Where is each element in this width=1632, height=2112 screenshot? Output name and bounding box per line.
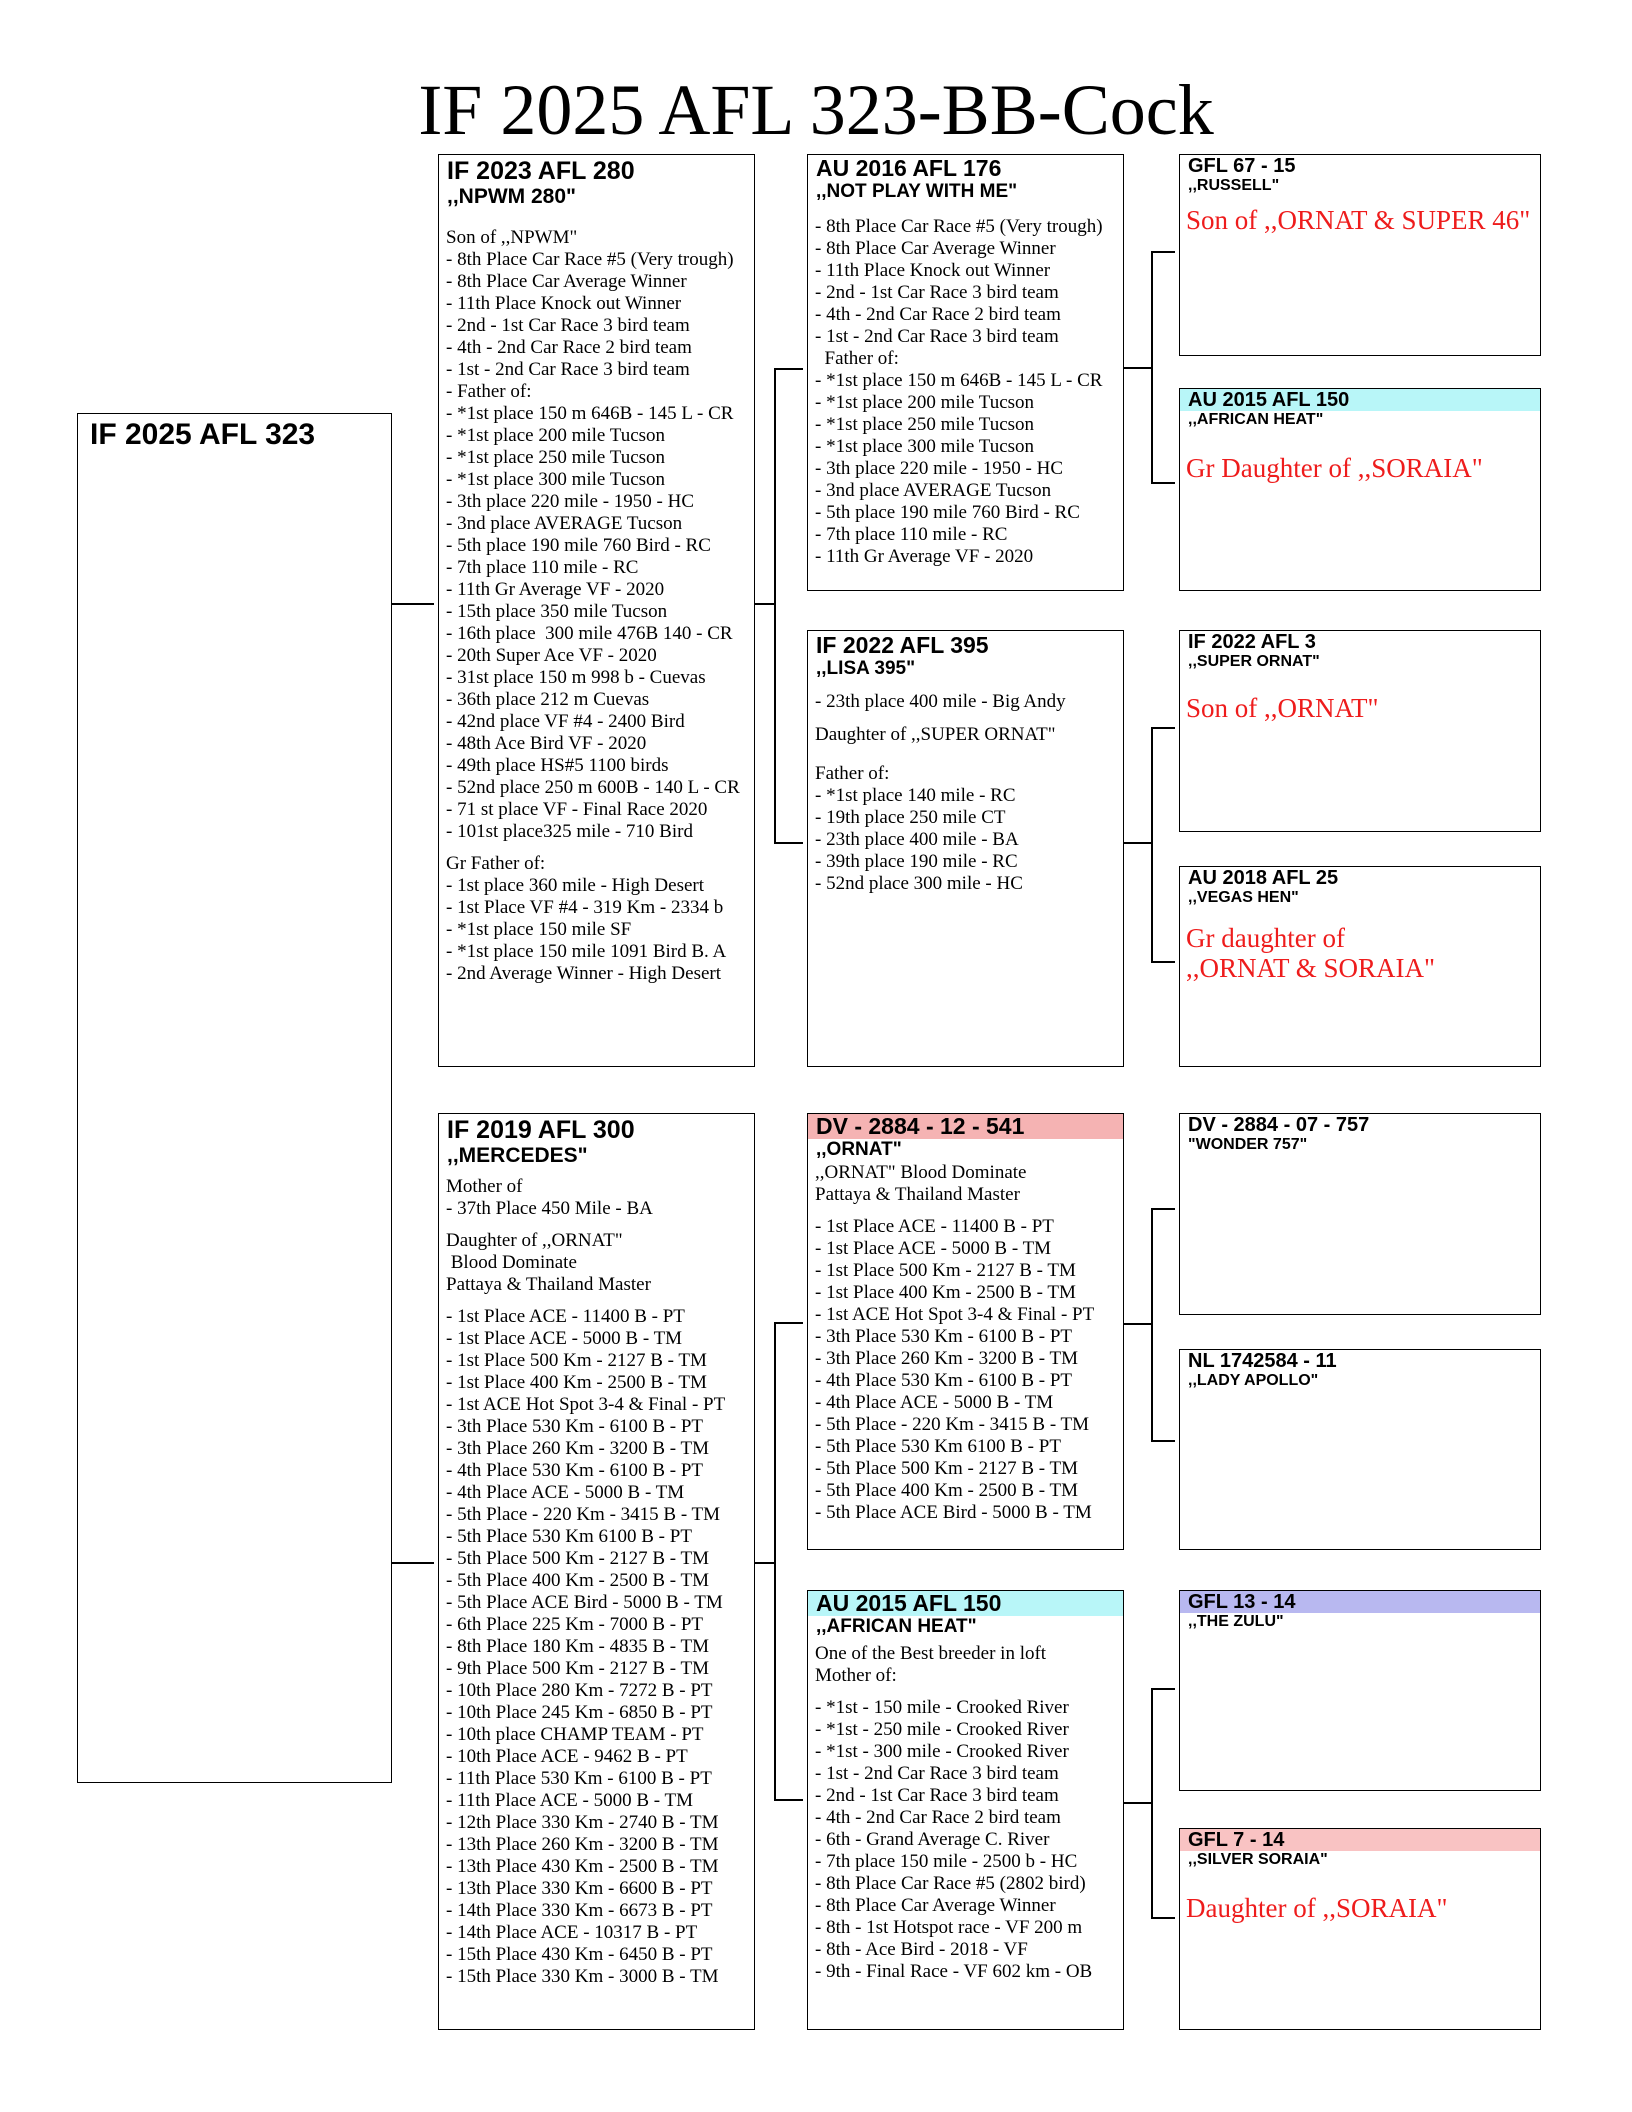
result-line: - 8th - Ace Bird - 2018 - VF xyxy=(815,1939,1028,1960)
sire-sire-ring: AU 2016 AFL 176 xyxy=(816,155,1002,181)
result-line: - 15th place 350 mile Tucson xyxy=(446,601,668,622)
result-line: - 5th Place 500 Km - 2127 B - TM xyxy=(446,1548,709,1569)
result-line: - 1st ACE Hot Spot 3-4 & Final - PT xyxy=(815,1304,1095,1325)
ancestor-box xyxy=(1179,1590,1541,1791)
dam-sire-box xyxy=(807,1113,1124,1550)
result-line: - 5th Place 500 Km - 2127 B - TM xyxy=(815,1458,1078,1479)
sire-sire-results xyxy=(815,216,1116,568)
dam-sire-results xyxy=(815,1216,1116,1524)
result-line: - 15th Place 330 Km - 3000 B - TM xyxy=(446,1966,719,1987)
result-line: - 10th Place 280 Km - 7272 B - PT xyxy=(446,1680,713,1701)
result-line: - 1st Place ACE - 5000 B - TM xyxy=(446,1328,683,1349)
result-line: - *1st place 300 mile Tucson xyxy=(815,436,1035,457)
connector-line xyxy=(1151,727,1175,729)
result-line: - 1st - 2nd Car Race 3 bird team xyxy=(815,1763,1059,1784)
result-line: - 36th place 212 m Cuevas xyxy=(446,689,650,710)
result-line: - 9th - Final Race - VF 602 km - OB xyxy=(815,1961,1093,1982)
sire-sire-name: ,,NOT PLAY WITH ME" xyxy=(816,181,1018,202)
result-line: - 10th Place ACE - 9462 B - PT xyxy=(446,1746,688,1767)
ancestor-ring: NL 1742584 - 11 xyxy=(1188,1350,1337,1372)
dam-sire-name: ,,ORNAT" xyxy=(816,1139,902,1160)
result-line: - 19th place 250 mile CT xyxy=(815,807,1006,828)
result-line: - *1st place 200 mile Tucson xyxy=(815,392,1035,413)
result-line: - 71 st place VF - Final Race 2020 xyxy=(446,799,708,820)
result-line: - 11th Gr Average VF - 2020 xyxy=(446,579,665,600)
result-line: - *1st place 140 mile - RC xyxy=(815,785,1016,806)
connector-line xyxy=(1151,1917,1175,1919)
ancestor-ring: GFL 7 - 14 xyxy=(1180,1829,1540,1851)
result-line: - 4th Place ACE - 5000 B - TM xyxy=(446,1482,685,1503)
result-line: - 1st Place VF #4 - 319 Km - 2334 b xyxy=(446,897,724,918)
connector-line xyxy=(1120,367,1152,369)
result-line: - 2nd - 1st Car Race 3 bird team xyxy=(815,1785,1059,1806)
ancestor-name: ,,LADY APOLLO" xyxy=(1188,1372,1319,1389)
connector-line xyxy=(774,1322,776,1801)
ancestor-note: Gr Daughter of ,,SORAIA" xyxy=(1186,453,1483,483)
result-line: - 42nd place VF #4 - 2400 Bird xyxy=(446,711,685,732)
connector-line xyxy=(774,1322,803,1324)
result-line: - 11th Place Knock out Winner xyxy=(446,293,682,314)
result-line: - 5th Place ACE Bird - 5000 B - TM xyxy=(446,1592,723,1613)
result-line: - 3th place 220 mile - 1950 - HC xyxy=(815,458,1064,479)
ancestor-ring: IF 2022 AFL 3 xyxy=(1188,631,1316,653)
result-line: - 1st Place 500 Km - 2127 B - TM xyxy=(446,1350,707,1371)
ancestor-box xyxy=(1179,630,1541,832)
result-line: - 4th Place ACE - 5000 B - TM xyxy=(815,1392,1054,1413)
ancestor-ring: GFL 13 - 14 xyxy=(1180,1591,1540,1613)
ancestor-ring: AU 2015 AFL 150 xyxy=(1180,389,1540,411)
connector-line xyxy=(1151,727,1153,963)
result-line: - 5th Place ACE Bird - 5000 B - TM xyxy=(815,1502,1092,1523)
sire-dam-box xyxy=(807,630,1124,1067)
sire-name: ,,NPWM 280" xyxy=(447,185,576,208)
result-line: - 4th - 2nd Car Race 2 bird team xyxy=(815,1807,1061,1828)
result-line: - 5th Place 400 Km - 2500 B - TM xyxy=(815,1480,1078,1501)
result-line: - 31st place 150 m 998 b - Cuevas xyxy=(446,667,706,688)
dam-dam-results xyxy=(815,1697,1116,1983)
connector-line xyxy=(1151,251,1175,253)
result-line: - 3nd place AVERAGE Tucson xyxy=(815,480,1052,501)
result-line: - 11th Place Knock out Winner xyxy=(815,260,1051,281)
connector-line xyxy=(1120,1323,1152,1325)
connector-line xyxy=(1120,1802,1152,1804)
page-title: IF 2025 AFL 323-BB-Cock xyxy=(418,70,1214,150)
result-line: - 8th - 1st Hotspot race - VF 200 m xyxy=(815,1917,1083,1938)
result-line: - *1st place 150 m 646B - 145 L - CR xyxy=(446,403,734,424)
result-line: Father of: xyxy=(815,348,899,369)
result-line: ,,ORNAT" Blood Dominate xyxy=(815,1162,1027,1183)
result-line: - 3th place 220 mile - 1950 - HC xyxy=(446,491,695,512)
result-line: - 2nd - 1st Car Race 3 bird team xyxy=(815,282,1059,303)
result-line: - 48th Ace Bird VF - 2020 xyxy=(446,733,647,754)
sire-dam-results xyxy=(815,763,1116,895)
connector-line xyxy=(1151,482,1175,484)
result-line: - 4th Place 530 Km - 6100 B - PT xyxy=(446,1460,704,1481)
result-line: - 1st ACE Hot Spot 3-4 & Final - PT xyxy=(446,1394,726,1415)
ancestor-box xyxy=(1179,866,1541,1067)
result-line: - 5th place 190 mile 760 Bird - RC xyxy=(815,502,1080,523)
connector-line xyxy=(1151,1688,1153,1919)
connector-line xyxy=(774,842,803,844)
result-line: - 8th Place Car Average Winner xyxy=(815,1895,1056,1916)
connector-line xyxy=(774,368,776,844)
sire-box xyxy=(438,154,755,1067)
ancestor-note: Daughter of ,,SORAIA" xyxy=(1186,1893,1448,1923)
sire-sire-box xyxy=(807,154,1124,591)
ancestor-ring: AU 2018 AFL 25 xyxy=(1188,867,1339,889)
result-line: - 6th - Grand Average C. River xyxy=(815,1829,1050,1850)
result-line: - 37th Place 450 Mile - BA xyxy=(446,1198,653,1219)
result-line: Pattaya & Thailand Master xyxy=(815,1184,1020,1205)
result-line: Pattaya & Thailand Master xyxy=(446,1274,651,1295)
connector-line xyxy=(1120,842,1152,844)
result-line: - 3th Place 530 Km - 6100 B - PT xyxy=(446,1416,704,1437)
result-line: Daughter of ,,ORNAT" xyxy=(446,1230,623,1251)
result-line: - 11th Place 530 Km - 6100 B - PT xyxy=(446,1768,712,1789)
ancestor-box xyxy=(1179,1113,1541,1315)
result-line: - 1st Place 500 Km - 2127 B - TM xyxy=(815,1260,1076,1281)
ancestor-ring: DV - 2884 - 07 - 757 xyxy=(1188,1114,1370,1136)
result-line: - 8th Place 180 Km - 4835 B - TM xyxy=(446,1636,709,1657)
result-line: - 1st Place ACE - 11400 B - PT xyxy=(815,1216,1054,1237)
ancestor-note: Son of ,,ORNAT" xyxy=(1186,693,1379,723)
result-line: - 1st Place ACE - 11400 B - PT xyxy=(446,1306,685,1327)
result-line: - 4th - 2nd Car Race 2 bird team xyxy=(815,304,1061,325)
dam-dam-intro xyxy=(815,1643,1116,1687)
result-line: - 23th place 400 mile - BA xyxy=(815,829,1019,850)
result-line: - *1st place 150 m 646B - 145 L - CR xyxy=(815,370,1103,391)
result-line: - 8th Place Car Average Winner xyxy=(446,271,687,292)
connector-line xyxy=(1151,1208,1175,1210)
result-line: - 1st Place 400 Km - 2500 B - TM xyxy=(815,1282,1076,1303)
result-line: - 3th Place 530 Km - 6100 B - PT xyxy=(815,1326,1073,1347)
result-line: - 2nd Average Winner - High Desert xyxy=(446,963,721,984)
ancestor-box xyxy=(1179,1349,1541,1550)
ancestor-name: ,,SILVER SORAIA" xyxy=(1188,1851,1328,1868)
result-line: - 1st - 2nd Car Race 3 bird team xyxy=(815,326,1059,347)
sire-grfather-label: Gr Father of: xyxy=(446,853,546,874)
result-line: - 9th Place 500 Km - 2127 B - TM xyxy=(446,1658,709,1679)
dam-results xyxy=(446,1306,747,1988)
dam-box xyxy=(438,1113,755,2030)
ancestor-name: ,,AFRICAN HEAT" xyxy=(1188,411,1324,428)
sire-dam-result: - 23th place 400 mile - Big Andy xyxy=(815,691,1066,712)
result-line: - 5th Place 400 Km - 2500 B - TM xyxy=(446,1570,709,1591)
result-line: - *1st place 150 mile 1091 Bird B. A xyxy=(446,941,727,962)
result-line: - 11th Place ACE - 5000 B - TM xyxy=(446,1790,693,1811)
connector-line xyxy=(1151,961,1175,963)
ancestor-name: ,,RUSSELL" xyxy=(1188,177,1280,194)
result-line: - *1st - 250 mile - Crooked River xyxy=(815,1719,1069,1740)
result-line: - 8th Place Car Race #5 (Very trough) xyxy=(446,249,734,270)
dam-sire-ring: DV - 2884 - 12 - 541 xyxy=(808,1114,1123,1139)
result-line: - 52nd place 300 mile - HC xyxy=(815,873,1023,894)
ancestor-ring: GFL 67 - 15 xyxy=(1188,155,1296,177)
connector-line xyxy=(388,1562,434,1564)
result-line: - 5th Place 530 Km 6100 B - PT xyxy=(446,1526,692,1547)
result-line: - 10th Place 245 Km - 6850 B - PT xyxy=(446,1702,713,1723)
result-line: - 20th Super Ace VF - 2020 xyxy=(446,645,657,666)
result-line: Blood Dominate xyxy=(446,1252,577,1273)
result-line: - 7th place 110 mile - RC xyxy=(446,557,639,578)
result-line: - Father of: xyxy=(446,381,532,402)
result-line: - *1st - 300 mile - Crooked River xyxy=(815,1741,1069,1762)
result-line: Mother of: xyxy=(815,1665,897,1686)
result-line: - 8th Place Car Average Winner xyxy=(815,238,1056,259)
result-line: - 15th Place 430 Km - 6450 B - PT xyxy=(446,1944,713,1965)
result-line: - *1st place 250 mile Tucson xyxy=(815,414,1035,435)
result-line: - *1st - 150 mile - Crooked River xyxy=(815,1697,1069,1718)
sire-dam-name: ,,LISA 395" xyxy=(816,658,916,679)
dam-name: ,,MERCEDES" xyxy=(447,1144,588,1167)
dam-daughter-of xyxy=(446,1230,747,1296)
result-line: - 49th place HS#5 1100 birds xyxy=(446,755,669,776)
result-line: - 11th Gr Average VF - 2020 xyxy=(815,546,1034,567)
dam-dam-box xyxy=(807,1590,1124,2030)
dam-dam-name: ,,AFRICAN HEAT" xyxy=(816,1616,977,1637)
connector-line xyxy=(1151,1208,1153,1442)
result-line: - 39th place 190 mile - RC xyxy=(815,851,1018,872)
result-line: Father of: xyxy=(815,763,890,784)
connector-line xyxy=(388,603,434,605)
result-line: Mother of xyxy=(446,1176,523,1197)
result-line: - 4th - 2nd Car Race 2 bird team xyxy=(446,337,692,358)
result-line: - 5th Place 530 Km 6100 B - PT xyxy=(815,1436,1061,1457)
connector-line xyxy=(774,368,803,370)
result-line: - 8th Place Car Race #5 (2802 bird) xyxy=(815,1873,1086,1894)
ancestor-name: ,,SUPER ORNAT" xyxy=(1188,653,1320,670)
ancestor-box xyxy=(1179,388,1541,591)
subject-box xyxy=(77,413,392,1783)
result-line: - 1st place 360 mile - High Desert xyxy=(446,875,705,896)
connector-line xyxy=(774,1799,803,1801)
result-line: - 5th Place - 220 Km - 3415 B - TM xyxy=(446,1504,721,1525)
result-line: - 13th Place 430 Km - 2500 B - TM xyxy=(446,1856,719,1877)
result-line: - 3nd place AVERAGE Tucson xyxy=(446,513,683,534)
result-line: - 5th Place - 220 Km - 3415 B - TM xyxy=(815,1414,1090,1435)
result-line: - 52nd place 250 m 600B - 140 L - CR xyxy=(446,777,740,798)
connector-line xyxy=(1151,251,1153,484)
result-line: - *1st place 250 mile Tucson xyxy=(446,447,666,468)
result-line: - 16th place 300 mile 476B 140 - CR xyxy=(446,623,733,644)
dam-sire-intro xyxy=(815,1162,1116,1206)
ancestor-name: ,,VEGAS HEN" xyxy=(1188,889,1299,906)
dam-ring: IF 2019 AFL 300 xyxy=(447,1116,635,1144)
ancestor-note: Gr daughter of xyxy=(1186,923,1345,953)
sire-note: Son of ,,NPWM" xyxy=(446,227,578,248)
result-line: - 1st Place 400 Km - 2500 B - TM xyxy=(446,1372,707,1393)
result-line: - 4th Place 530 Km - 6100 B - PT xyxy=(815,1370,1073,1391)
result-line: - 3th Place 260 Km - 3200 B - TM xyxy=(815,1348,1078,1369)
result-line: - *1st place 200 mile Tucson xyxy=(446,425,666,446)
ancestor-name: "WONDER 757" xyxy=(1188,1136,1308,1153)
result-line: - 10th place CHAMP TEAM - PT xyxy=(446,1724,704,1745)
result-line: - 13th Place 260 Km - 3200 B - TM xyxy=(446,1834,719,1855)
result-line: One of the Best breeder in loft xyxy=(815,1643,1047,1664)
result-line: - 5th place 190 mile 760 Bird - RC xyxy=(446,535,711,556)
result-line: - 101st place325 mile - 710 Bird xyxy=(446,821,693,842)
result-line: - 3th Place 260 Km - 3200 B - TM xyxy=(446,1438,709,1459)
dam-dam-ring: AU 2015 AFL 150 xyxy=(808,1591,1123,1616)
ancestor-name: ,,THE ZULU" xyxy=(1188,1613,1284,1630)
result-line: - *1st place 150 mile SF xyxy=(446,919,632,940)
result-line: - 6th Place 225 Km - 7000 B - PT xyxy=(446,1614,704,1635)
result-line: - 1st Place ACE - 5000 B - TM xyxy=(815,1238,1052,1259)
result-line: - 8th Place Car Race #5 (Very trough) xyxy=(815,216,1103,237)
sire-grfather-results xyxy=(446,875,747,985)
sire-results xyxy=(446,249,747,843)
sire-ring: IF 2023 AFL 280 xyxy=(447,157,635,185)
result-line: - 13th Place 330 Km - 6600 B - PT xyxy=(446,1878,713,1899)
result-line: - 2nd - 1st Car Race 3 bird team xyxy=(446,315,690,336)
sire-dam-daughter-of: Daughter of ,,SUPER ORNAT" xyxy=(815,724,1056,745)
connector-line xyxy=(1151,1440,1175,1442)
ancestor-box xyxy=(1179,154,1541,356)
result-line: - 14th Place ACE - 10317 B - PT xyxy=(446,1922,698,1943)
result-line: - *1st place 300 mile Tucson xyxy=(446,469,666,490)
result-line: - 14th Place 330 Km - 6673 B - PT xyxy=(446,1900,713,1921)
ancestor-note: ,,ORNAT & SORAIA" xyxy=(1186,953,1436,983)
ancestor-box xyxy=(1179,1828,1541,2030)
sire-dam-ring: IF 2022 AFL 395 xyxy=(816,632,989,658)
dam-mother-of xyxy=(446,1176,747,1220)
result-line: - 12th Place 330 Km - 2740 B - TM xyxy=(446,1812,719,1833)
subject-ring: IF 2025 AFL 323 xyxy=(90,418,316,451)
ancestor-note: Son of ,,ORNAT & SUPER 46" xyxy=(1186,205,1531,235)
connector-line xyxy=(1151,1688,1175,1690)
result-line: - 7th place 110 mile - RC xyxy=(815,524,1008,545)
result-line: - 7th place 150 mile - 2500 b - HC xyxy=(815,1851,1078,1872)
result-line: - 1st - 2nd Car Race 3 bird team xyxy=(446,359,690,380)
